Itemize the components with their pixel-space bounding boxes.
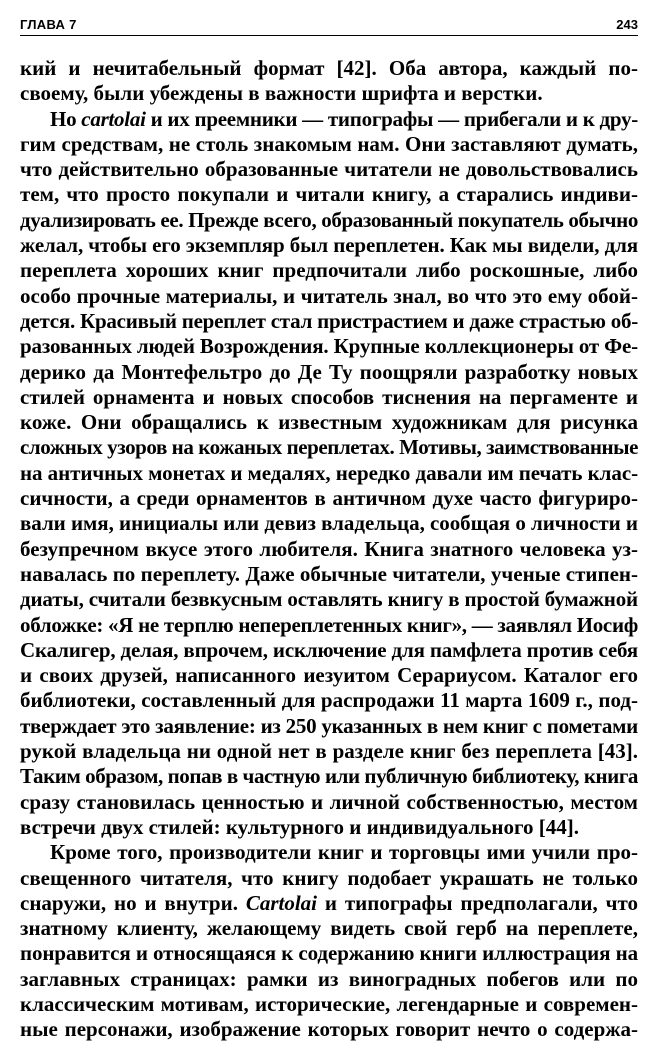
text-line: гим средствам, не столь знакомым нам. Они заставляют думать, — [20, 131, 638, 156]
text-line: Но cartolai и их преемники — типографы — прибегали и к дру- — [50, 106, 638, 131]
text-line: тверждает это заявление: из 250 указанных в нем книг с пометами — [20, 713, 638, 738]
text-line: на античных монетах и медалях, нередко давали им печать клас- — [20, 460, 638, 485]
text-line: классическим мотивам, исторические, легендарные и современ- — [20, 991, 638, 1016]
text-line: диаты, считали безвкусным оставлять книгу в простой бумажной — [20, 587, 638, 612]
text-line: Таким образом, попав в частную или публичную библиотеку, книга — [20, 764, 638, 789]
text-line: навалась по переплету. Даже обычные читатели, ученые стипен- — [20, 561, 638, 586]
text-line: и своих друзей, написанного иезуитом Серариусом. Каталог его — [20, 663, 638, 688]
body-text — [20, 56, 638, 1043]
text-line: рукой владельца ни одной нет в разделе книг без переплета [43]. — [20, 739, 638, 764]
paragraph — [20, 56, 638, 107]
text-line: безупречном вкусе этого любителя. Книга знатного человека уз- — [20, 536, 638, 561]
text-line: понравится и относящаяся к содержанию книги иллюстрация на — [20, 941, 638, 966]
text-line: вали имя, инициалы или девиз владельца, сообщая о личности и — [20, 511, 638, 536]
text-line: своему, были убеждены в важности шрифта и верстки. — [20, 81, 543, 106]
text-line: сложных узоров на кожаных переплетах. Мотивы, заимствованные — [20, 435, 639, 460]
text-line: встречи двух стилей: культурного и индивидуального [44]. — [20, 814, 580, 839]
text-line: дерико да Монтефельтро до Де Ту поощряли разработку новых — [20, 359, 638, 384]
chapter-title: ГЛАВА 7 — [20, 17, 77, 32]
text-line: снаружи, но и внутри. Cartolai и типографы предполагали, что — [20, 890, 638, 915]
running-head — [20, 15, 638, 36]
text-line: свещенного читателя, что книгу подобает украшать не только — [20, 865, 638, 890]
paragraph — [20, 840, 638, 1042]
text-line: Кроме того, производители книг и торговцы ими учили про- — [50, 840, 638, 865]
text-line: обложке: «Я не терплю непереплетенных книг», — заявлял Иосиф — [20, 612, 639, 637]
italic-term: Cartolai — [245, 890, 317, 915]
text-line: дуализировать ее. Прежде всего, образованный покупатель обычно — [20, 207, 638, 232]
text-line: библиотеки, составленный для распродажи 11 марта 1609 г., под- — [20, 688, 638, 713]
text-line: коже. Они обращались к известным художникам для рисунка — [20, 410, 638, 435]
text-line: тем, что просто покупали и читали книгу, а старались индиви- — [20, 182, 638, 207]
page-number: 243 — [616, 17, 638, 32]
text-line: стилей орнамента и новых способов тиснения на пергаменте и — [20, 384, 638, 409]
text-line: Скалигер, делая, впрочем, исключение для памфлета против себя — [20, 637, 638, 662]
text-line: сичности, а среди орнаментов в античном духе часто фигуриро- — [20, 486, 638, 511]
text-line: дется. Красивый переплет стал пристрастием и даже страстью об- — [20, 308, 639, 333]
text-line: разованных людей Возрождения. Крупные коллекционеры от Фе- — [20, 334, 638, 359]
text-line: переплета хороших книг предпочитали либо роскошные, либо — [20, 258, 638, 283]
text-line: особо прочные материалы, и читатель знал, во что это ему обой- — [20, 283, 638, 308]
text-line: знатному клиенту, желающему видеть свой герб на переплете, — [20, 916, 638, 941]
text-line: ные персонажи, изображение которых говорит нечто о содержа- — [20, 1017, 638, 1042]
paragraph — [20, 107, 638, 841]
text-line: заглавных страницах: рамки из виноградных побегов или по — [20, 966, 638, 991]
text-line: сразу становилась ценностью и личной собственностью, местом — [20, 789, 638, 814]
italic-term: cartolai — [81, 106, 146, 131]
text-line: кий и нечитабельный формат [42]. Оба автора, каждый по- — [20, 56, 638, 80]
text-line: желал, чтобы его экземпляр был переплетен. Как мы видели, для — [20, 233, 639, 258]
text-line: что действительно образованные читатели не довольствовались — [20, 157, 638, 182]
